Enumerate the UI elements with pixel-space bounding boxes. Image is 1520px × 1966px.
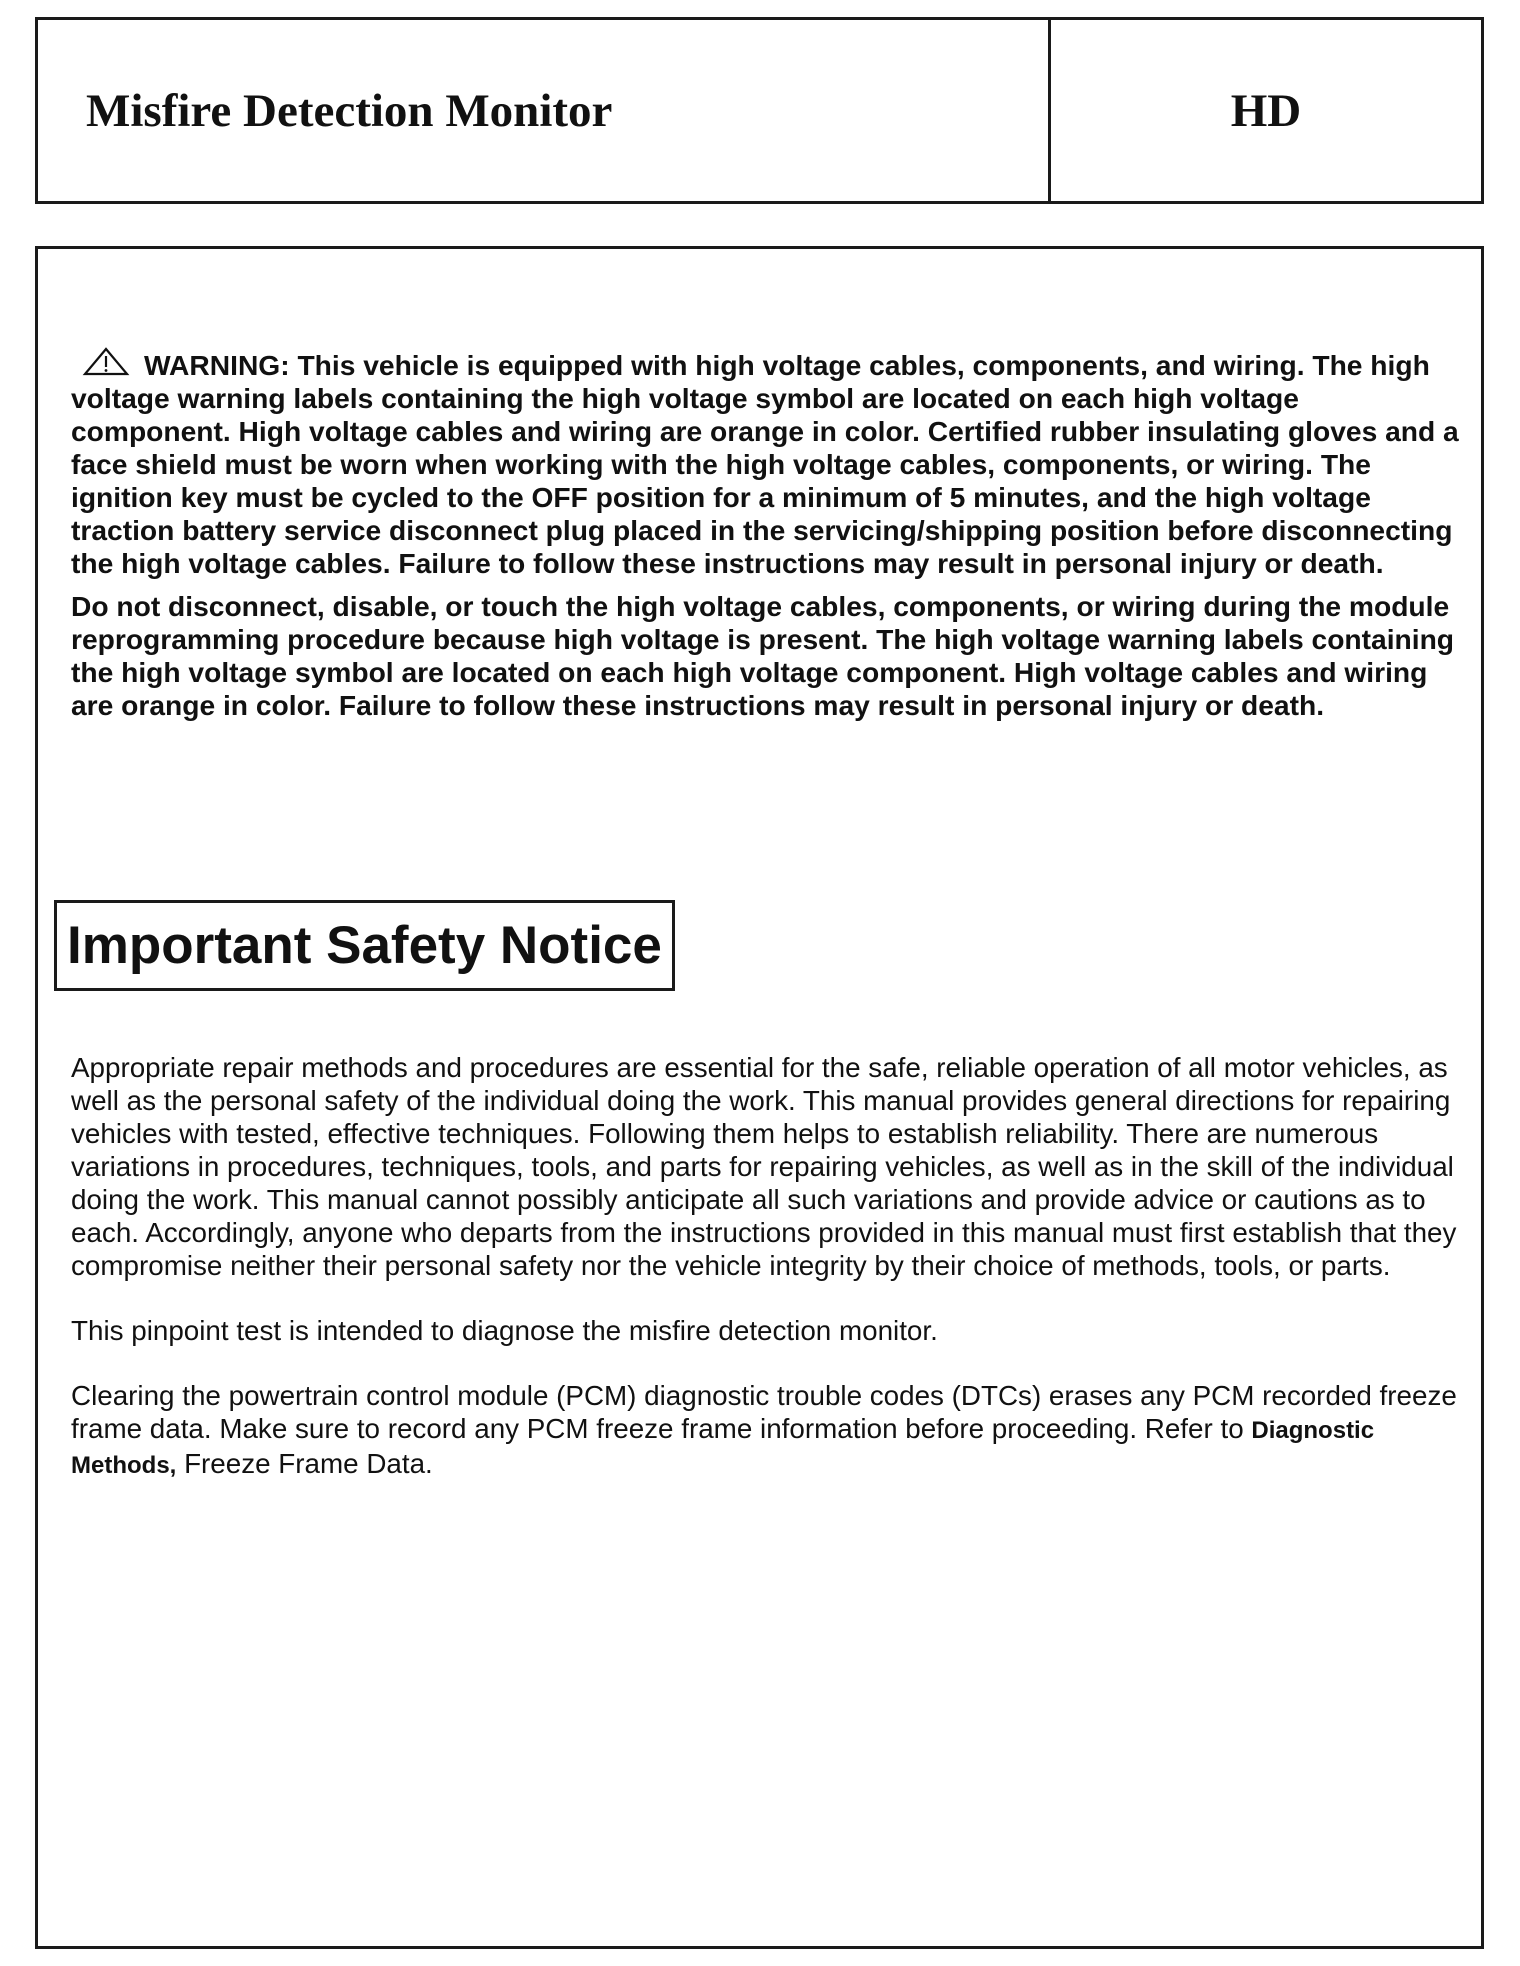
diagnostic-methods-reference: Diagnostic Methods, — [71, 1417, 1375, 1479]
notice-paragraph-1: Appropriate repair methods and procedures are essential for the safe, reliable operation of all motor vehicles, as well as the personal safety of the individual doing the work. This manual provides general directions for repairing vehicles with tested, effective techniques. Following them helps to establish reliability. There are numerous variations in procedures, techniques, tools, and parts for repairing vehicles, as well as in the skill of the individual doing the work. This manual cannot possibly anticipate all such variations and provide advice or cautions as to each. Accordingly, anyone who departs from the instructions provided in this manual must first establish that they compromise neither their personal safety nor the vehicle integrity by their choice of methods, tools, or parts. — [71, 1052, 1457, 1281]
warning-text-1: WARNING: This vehicle is equipped with high voltage cables, components, and wiring. The high voltage warning labels containing the high voltage symbol are located on each high voltage component. High voltage cables and wiring are orange in color. Certified rubber insulating gloves and a face shield must be worn when working with the high voltage cables, components, or wiring. The ignition key must be cycled to the OFF position for a minimum of 5 minutes, and the high voltage traction battery service disconnect plug placed in the servicing/shipping position before disconnecting the high voltage cables. Failure to follow these instructions may result in personal injury or death. — [71, 349, 1459, 579]
notice-body — [71, 1051, 1471, 1514]
header-box — [35, 17, 1484, 204]
notice-paragraph-2: This pinpoint test is intended to diagnose the misfire detection monitor. — [71, 1315, 938, 1346]
document-title: Misfire Detection Monitor — [86, 84, 613, 137]
warning-paragraph-2: Do not disconnect, disable, or touch the high voltage cables, components, or wiring during the module reprogramming procedure because high voltage is present. The high voltage warning labels containing the high voltage symbol are located on each high voltage component. High voltage cables and wiring are orange in color. Failure to follow these instructions may result in personal injury or death. — [71, 590, 1455, 721]
notice-paragraph-3 — [71, 1379, 1471, 1482]
freeze-frame-data-reference: Freeze Frame Data. — [184, 1448, 433, 1479]
warning-paragraph-1 — [71, 347, 1461, 580]
warning-block — [71, 347, 1461, 732]
warning-triangle-icon — [82, 347, 130, 377]
section-code: HD — [1230, 84, 1302, 137]
notice-paragraph-3-text: Clearing the powertrain control module (PCM) diagnostic trouble codes (DTCs) erases any PCM recorded freeze frame data. Make sure to record any PCM freeze frame information before proceeding. Refer to — [71, 1380, 1457, 1444]
notice-title: Important Safety Notice — [54, 900, 675, 991]
main-content-box — [35, 246, 1484, 1949]
